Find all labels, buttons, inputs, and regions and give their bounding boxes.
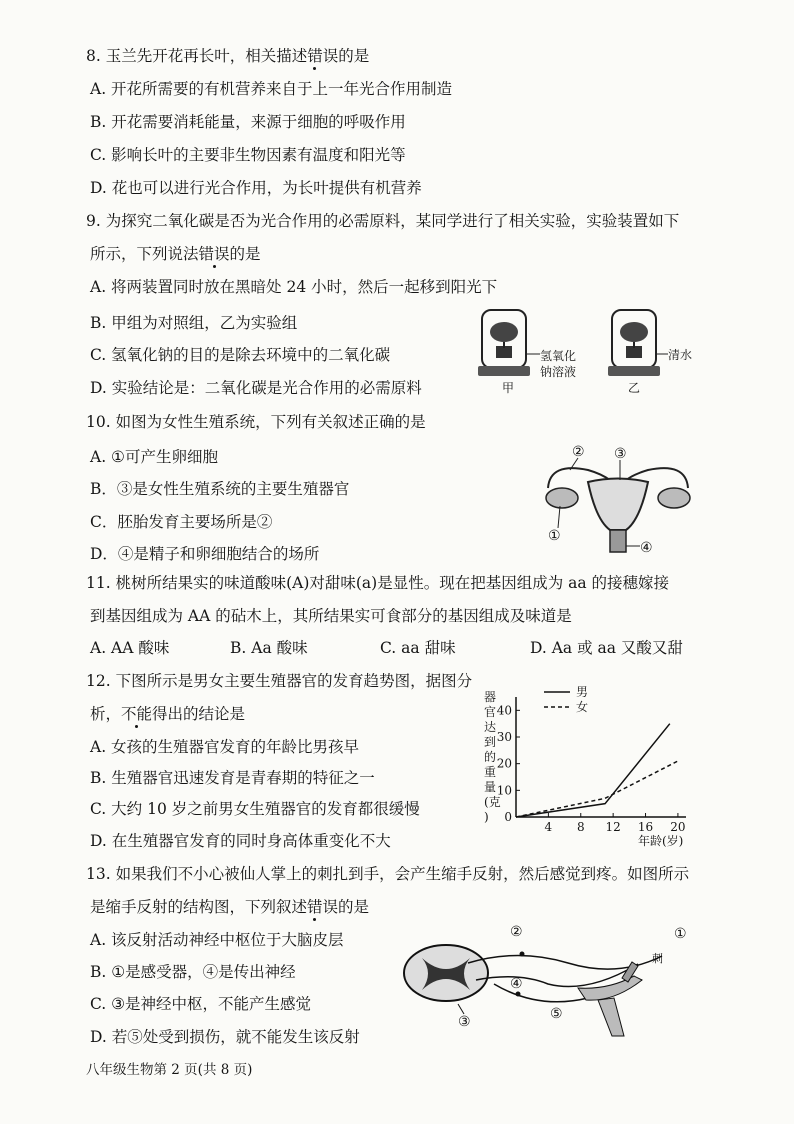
reflex-marker-4: ④ — [510, 976, 523, 992]
svg-text:量: 量 — [484, 780, 497, 794]
q12-stem-line1: 12. 下图所示是男女主要生殖器官的发育趋势图，据图分 — [86, 672, 473, 690]
x-tick-label-20: 20 — [670, 820, 686, 834]
q12-option-b: B. 生殖器官迅速发育是青春期的特征之一 — [90, 769, 375, 787]
q8-stem-emph: 错 — [307, 47, 323, 65]
q8-option-d: D. 花也可以进行光合作用，为长叶提供有机营养 — [90, 179, 422, 197]
q8-stem-b: 误的是 — [322, 47, 370, 65]
marker-4: ④ — [640, 540, 653, 556]
q9-stem-line1: 9. 为探究二氧化碳是否为光合作用的必需原料，某同学进行了相关实验，实验装置如下 — [86, 212, 680, 230]
svg-text:官: 官 — [484, 705, 497, 719]
q13-option-d: D. 若⑤处受到损伤，就不能发生该反射 — [90, 1028, 360, 1046]
y-tick-label-40: 40 — [496, 703, 512, 718]
thorn-label: 刺 — [652, 952, 663, 965]
x-tick-label-16: 16 — [637, 820, 654, 834]
q13-option-a: A. 该反射活动神经中枢位于大脑皮层 — [90, 931, 344, 949]
q12-option-a: A. 女孩的生殖器官发育的年龄比男孩早 — [90, 738, 360, 756]
q9-option-b: B. 甲组为对照组，乙为实验组 — [90, 314, 298, 332]
x-tick-label-12: 12 — [605, 820, 621, 834]
q8-option-b: B. 开花需要消耗能量，来源于细胞的呼吸作用 — [90, 113, 406, 131]
q12-option-c: C. 大约 10 岁之前男女生殖器官的发育都很缓慢 — [90, 800, 420, 818]
label-water: 清水 — [668, 348, 693, 362]
q8-option-a: A. 开花所需要的有机营养来自于上一年光合作用制造 — [90, 80, 453, 98]
reflex-marker-5: ⑤ — [550, 1006, 563, 1022]
marker-3: ③ — [614, 446, 627, 462]
svg-text:到: 到 — [484, 735, 497, 749]
q12-option-d: D. 在生殖器官发育的同时身高体重变化不大 — [90, 832, 391, 850]
reflex-marker-1: ① — [674, 926, 687, 942]
reflex-arc-figure — [398, 918, 702, 1038]
axis-ticks — [516, 710, 678, 817]
svg-text:器: 器 — [484, 690, 497, 704]
growth-chart — [474, 683, 704, 853]
svg-text:的: 的 — [484, 750, 497, 764]
q13-option-b: B. ①是感受器，④是传出神经 — [90, 963, 296, 981]
q13-option-c: C. ③是神经中枢，不能产生感觉 — [90, 995, 312, 1013]
label-naoh-2: 钠溶液 — [540, 365, 577, 379]
q12-stem-line2-a: 析， — [90, 705, 122, 723]
svg-text:重: 重 — [484, 765, 497, 779]
legend-female-label: 女 — [576, 700, 589, 714]
q10-option-c: C．胚胎发育主要场所是② — [90, 513, 273, 531]
q11-stem-line2: 到基因组成为 AA 的砧木上，其所结果实可食部分的基因组成及味道是 — [90, 607, 572, 625]
marker-1: ① — [548, 528, 561, 544]
x-tick-label-4: 4 — [544, 820, 553, 834]
legend-male-label: 男 — [576, 685, 589, 699]
jar-yi — [608, 310, 668, 376]
q9-stem-line2 — [90, 243, 261, 265]
q9-stem-line2-emph: 错误 — [198, 245, 230, 263]
q9-option-c: C. 氢氧化钠的目的是除去环境中的二氧化碳 — [90, 346, 391, 364]
q12-stem-line2 — [90, 703, 245, 725]
label-jia: 甲 — [502, 381, 515, 395]
bell-jar-figure — [470, 302, 720, 402]
q10-option-b: B．③是女性生殖系统的主要生殖器官 — [90, 480, 350, 498]
y-tick-label-10: 10 — [496, 783, 512, 798]
reflex-marker-2: ② — [510, 924, 523, 940]
svg-text:达: 达 — [484, 720, 497, 734]
svg-text:(克: (克 — [484, 795, 501, 809]
q9-stem-line2-b: 的是 — [229, 245, 261, 263]
y-tick-label-30: 30 — [496, 730, 512, 744]
female-reproductive-figure — [528, 440, 708, 560]
series-female-line — [516, 761, 678, 817]
q13-stem-line2-b: 误的是 — [322, 898, 370, 916]
x-axis-label: 年龄(岁) — [638, 834, 684, 848]
q11-option-b: B. Aa 酸味 — [230, 639, 308, 657]
q11-option-a: A. AA 酸味 — [90, 639, 170, 657]
q12-stem-line2-emph: 不能 — [121, 705, 153, 723]
q10-stem: 10. 如图为女性生殖系统，下列有关叙述正确的是 — [86, 413, 426, 431]
q11-option-c: C. aa 甜味 — [380, 639, 456, 657]
series-male-line — [516, 724, 670, 817]
q10-option-d: D．④是精子和卵细胞结合的场所 — [90, 545, 320, 563]
q13-stem-line2-emph: 错 — [307, 898, 323, 916]
page-footer: 八年级生物第 2 页(共 8 页) — [86, 1062, 253, 1078]
q10-option-a: A. ①可产生卵细胞 — [90, 448, 218, 466]
q11-stem-line1: 11. 桃树所结果实的味道酸味(A)对甜味(a)是显性。现在把基因组成为 aa 的接穗嫁接 — [86, 574, 670, 592]
q8-option-c: C. 影响长叶的主要非生物因素有温度和阳光等 — [90, 146, 406, 164]
q8-stem — [86, 45, 369, 67]
y-tick-label-0: 0 — [504, 810, 512, 824]
svg-text:): ) — [484, 810, 489, 824]
label-yi: 乙 — [628, 381, 641, 395]
x-tick-label-8: 8 — [576, 820, 585, 834]
q9-option-a: A. 将两装置同时放在黑暗处 24 小时，然后一起移到阳光下 — [90, 278, 498, 296]
q9-stem-line2-a: 所示，下列说法 — [90, 245, 199, 263]
marker-2: ② — [572, 444, 585, 460]
q12-stem-line2-b: 得出的结论是 — [152, 705, 246, 723]
q8-stem-a: 8. 玉兰先开花再长叶，相关描述 — [86, 47, 308, 65]
y-tick-label-20: 20 — [496, 756, 512, 771]
q9-option-d: D. 实验结论是：二氧化碳是光合作用的必需原料 — [90, 379, 422, 397]
label-naoh-1: 氢氧化 — [540, 349, 577, 363]
reflex-marker-3: ③ — [458, 1014, 471, 1030]
q13-stem-line2 — [90, 896, 369, 918]
jar-jia — [478, 310, 540, 376]
q13-stem-line1: 13. 如果我们不小心被仙人掌上的刺扎到手，会产生缩手反射，然后感觉到疼。如图所示 — [86, 865, 690, 883]
q11-option-d: D. Aa 或 aa 又酸又甜 — [530, 639, 683, 657]
q13-stem-line2-a: 是缩手反射的结构图，下列叙述 — [90, 898, 308, 916]
